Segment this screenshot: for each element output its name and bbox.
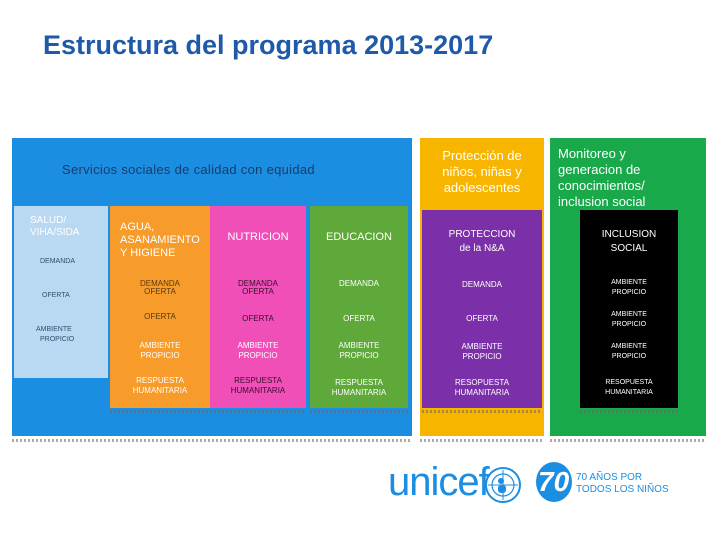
agua-row-humanitaria: HUMANITARIA [132,386,188,395]
proteccion-row-propicio: PROPICIO [462,352,502,361]
salud-row-ambiente: AMBIENTE [36,326,72,333]
salud-row-oferta: OFERTA [42,292,70,299]
monitoreo-row-propicio-1: PROPICIO [611,289,647,296]
monitoreo-row-ambiente-3: AMBIENTE [611,343,647,350]
proteccion-row-demanda: DEMANDA [461,280,502,289]
salud-head-2: VIHA/SIDA [30,227,80,238]
nutricion-row-ambiente: AMBIENTE [237,341,279,350]
page-title: Estructura del programa 2013-2017 [43,30,494,60]
proteccion-row-humanitaria: HUMANITARIA [454,388,510,397]
nutricion-row-demanda: DEMANDA [237,279,278,288]
proteccion-row-resopuesta: RESOPUESTA [454,378,510,387]
proteccion-row-oferta: OFERTA [466,314,498,323]
agua-head-1: AGUA, [120,221,155,233]
monitoreo-header-1: Monitoreo y [558,146,626,161]
agua-row-ambiente: AMBIENTE [139,341,181,350]
proteccion-header-1: Protección de [442,148,522,163]
proteccion-row-ambiente: AMBIENTE [461,342,503,351]
unicef-logo [388,462,528,510]
nutricion-row-oferta-1: OFERTA [242,287,274,296]
monitoreo-row-propicio-3: PROPICIO [611,353,647,360]
salud-head-1: SALUD/ [30,215,67,226]
educacion-row-propicio: PROPICIO [339,351,379,360]
monitoreo-row-humanitaria: HUMANITARIA [605,389,653,396]
agua-head-3: Y HIGIENE [120,247,176,259]
seventy-years-logo [536,462,686,506]
tagline-1: 70 AÑOS POR [576,472,643,483]
educacion-head: EDUCACION [325,231,392,243]
column-salud [14,206,108,378]
nutricion-head: NUTRICION [227,231,289,243]
monitoreo-row-ambiente-2: AMBIENTE [611,311,647,318]
monitoreo-head-2: SOCIAL [610,243,648,254]
monitoreo-row-ambiente-1: AMBIENTE [611,279,647,286]
nutricion-row-propicio: PROPICIO [238,351,278,360]
column-proteccion [422,210,542,408]
educacion-row-humanitaria: HUMANITARIA [331,388,387,397]
unicef-emblem-icon [484,466,522,504]
monitoreo-header-2: generacion de [558,162,641,177]
monitoreo-row-resopuesta: RESOPUESTA [605,379,653,386]
column-monitoreo [580,210,678,408]
agua-row-oferta-1: OFERTA [144,287,176,296]
tagline-2: TODOS LOS NIÑOS [576,484,669,495]
agua-row-demanda: DEMANDA [139,279,180,288]
educacion-row-ambiente: AMBIENTE [338,341,380,350]
agua-row-propicio: PROPICIO [140,351,180,360]
unicef-wordmark: unicef [388,460,489,504]
column-agua [110,206,210,408]
educacion-row-respuesta: RESPUESTA [335,378,383,387]
monitoreo-header-3: conocimientos/ [558,178,645,193]
educacion-row-demanda: DEMANDA [338,279,379,288]
agua-row-oferta-2: OFERTA [144,312,176,321]
column-nutricion [210,206,306,408]
monitoreo-row-propicio-2: PROPICIO [611,321,647,328]
proteccion-header-2: niños, niñas y [442,164,522,179]
nutricion-row-oferta-2: OFERTA [242,314,274,323]
proteccion-head-1: PROTECCION [448,229,516,240]
seventy-number: 70 [538,466,570,497]
salud-row-propicio: PROPICIO [40,336,75,343]
nutricion-row-respuesta: RESPUESTA [234,376,282,385]
nutricion-row-humanitaria: HUMANITARIA [230,386,286,395]
agua-row-respuesta: RESPUESTA [136,376,184,385]
agua-head-2: ASANAMIENTO [120,234,200,246]
salud-row-demanda: DEMANDA [40,258,76,265]
column-educacion [310,206,408,408]
proteccion-head-2: de la N&A [459,243,505,254]
monitoreo-header-4: inclusion social [558,194,646,209]
proteccion-header-3: adolescentes [443,180,521,195]
educacion-row-oferta: OFERTA [343,314,375,323]
services-band-header: Servicios sociales de calidad con equidad [62,162,315,177]
monitoreo-head-1: INCLUSION [601,229,657,240]
